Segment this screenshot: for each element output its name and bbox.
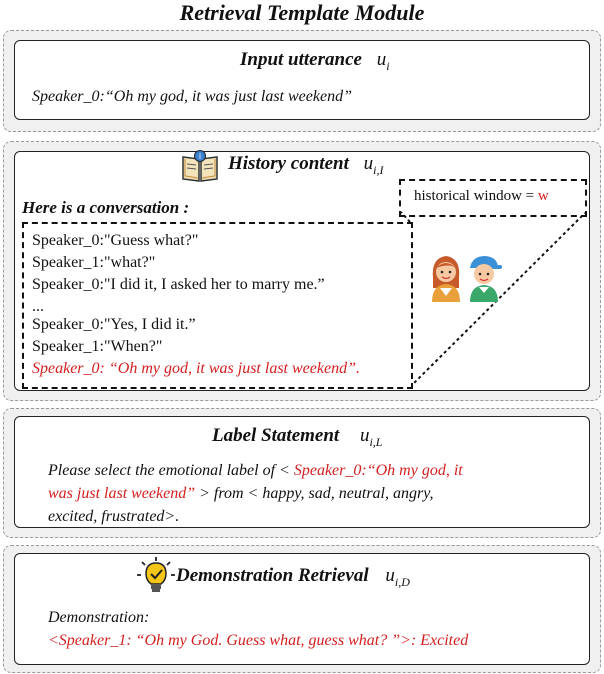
history-symbol-sub: i,I [373,163,384,177]
demo-label: Demonstration: [48,609,150,626]
input-symbol-sub: i [386,59,390,73]
conversation-intro: Here is a conversation : [22,198,190,217]
dialogue-line: Speaker_0:"Yes, I did it.” [32,316,196,333]
history-symbol: u [363,153,374,174]
demo-header-label: Demonstration Retrieval [176,565,369,586]
window-value: w [537,188,549,204]
label-prefix: Please select the emotional label of < [48,462,290,479]
label-symbol-sub: i,L [369,435,383,449]
label-utterance-b: was just last weekend” [48,485,196,502]
label-statement [48,459,568,528]
demo-header [176,565,410,590]
label-options: > from < happy, sad, neutral, angry, [199,485,434,502]
dialogue-line: Speaker_0:"I did it, I asked her to marry me.” [32,276,325,293]
demo-symbol: u [385,565,395,586]
label-header-label: Label Statement [212,425,340,446]
dialogue-line: Speaker_0:"Guess what?" [32,232,199,249]
page-title: Retrieval Template Module [179,0,425,25]
label-symbol: u [359,425,370,446]
label-options-end: excited, frustrated>. [48,508,180,525]
demo-example: <Speaker_1: “Oh my God. Guess what, guess what? ”>: Excited [48,632,469,649]
connector-upper [401,212,410,222]
window-prefix: historical window = [414,188,538,204]
label-utterance-a: Speaker_0:“Oh my god, it [293,462,463,479]
history-header-label: History content [228,153,349,174]
demo-symbol-sub: i,D [394,575,410,589]
dialogue-line: Speaker_1:"what?" [32,254,156,271]
dialogue-line: ... [32,298,44,315]
dialogue-line: Speaker_1:"When?" [32,338,163,355]
lightbulb-icon [136,556,176,596]
dialogue-line-current: Speaker_0: “Oh my god, it was just last weekend”. [32,360,360,377]
svg-text:i: i [198,152,202,161]
input-header-label: Input utterance [240,49,362,70]
dialogue-lines [32,232,360,382]
label-header [212,425,382,450]
people-icon [428,252,504,304]
input-symbol: u [376,49,387,70]
input-utterance: Speaker_0:“Oh my god, it was just last weekend” [32,88,352,105]
